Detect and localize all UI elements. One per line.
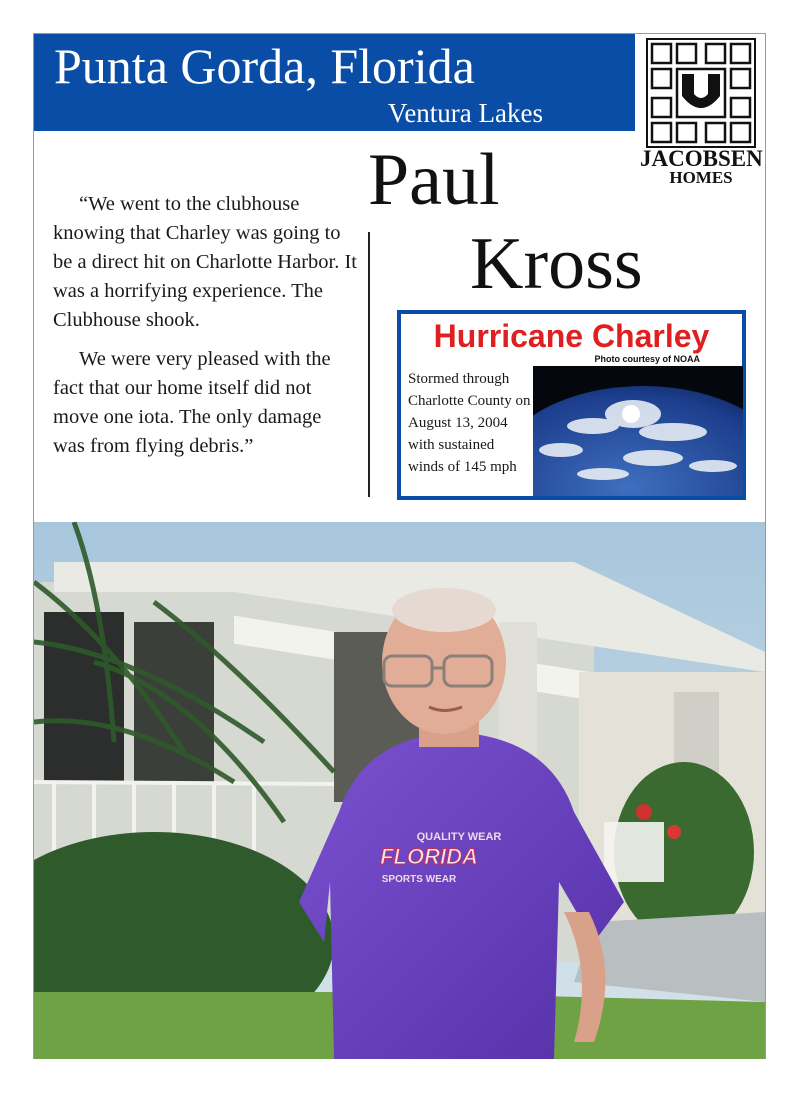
hurricane-caption: Stormed through Charlotte County on August 13, 2004 with sustained winds of 145 mph [408, 371, 531, 475]
logo-word-homes: HOMES [669, 168, 733, 187]
photo-credit: Photo courtesy of NOAA [594, 354, 700, 364]
header-banner [34, 34, 635, 131]
hurricane-info-box [397, 310, 746, 500]
shirt-text-florida: FLORIDA [380, 844, 478, 869]
logo-word-jacobsen: JACOBSEN [640, 146, 763, 171]
location-title: Punta Gorda, Florida [54, 38, 475, 94]
portrait-photo [34, 522, 765, 1059]
person-first-name: Paul [368, 139, 500, 221]
jacobsen-logo [640, 38, 762, 188]
shirt-text-top: QUALITY WEAR [416, 831, 502, 843]
person-last-name: Kross [470, 223, 643, 305]
logo-grid-icon [646, 38, 756, 148]
quote-paragraph-2: We were very pleased with the fact that our home itself did not move one iota. The only damage was from flying debris.” [53, 348, 331, 457]
quote-paragraph-1: “We went to the clubhouse knowing that Charley was going to be a direct hit on Charlotte Harbor. It was a horrifying experience. The Clubhouse shook. [53, 193, 357, 331]
community-subtitle: Ventura Lakes [387, 98, 543, 128]
shirt-text-bottom: SPORTS WEAR [381, 874, 457, 885]
vertical-divider [368, 232, 370, 497]
testimonial-quote [53, 190, 358, 471]
hurricane-title: Hurricane Charley [433, 318, 710, 354]
satellite-image [533, 366, 743, 496]
